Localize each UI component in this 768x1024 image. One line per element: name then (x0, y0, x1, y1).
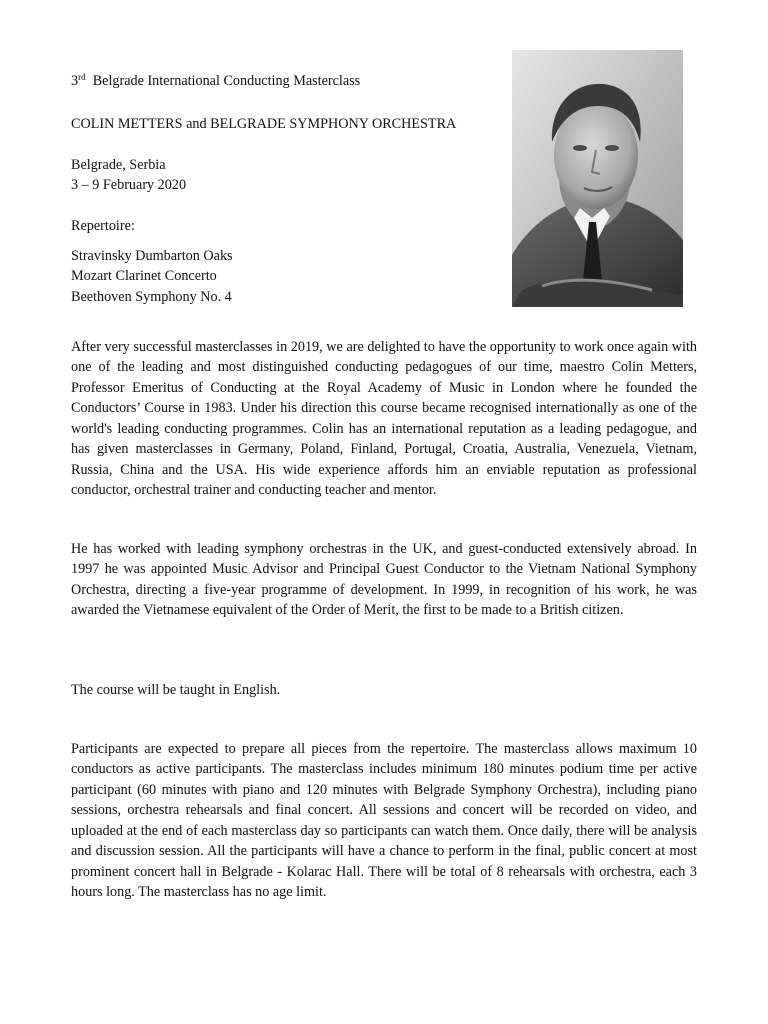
repertoire-item: Beethoven Symphony No. 4 (71, 289, 232, 305)
repertoire-heading: Repertoire: (71, 218, 135, 234)
masterclass-title (71, 71, 360, 91)
dates: 3 – 9 February 2020 (71, 177, 187, 193)
intro-paragraph: After very successful masterclasses in 2019, we are delighted to have the opportunity to work once again with one of the leading and most distinguished conducting pedagogues of our time, maestro Colin Metters, Professor Emeritus of Conducting at the Royal Academy of Music in London where he founded the Conductors’ Course in 1983. Under his direction this course became recognised internationally as one of the world's leading conducting programmes. Colin has an international reputation as a leading pedagogue, and has given masterclasses in Germany, Poland, Finland, Portugal, Croatia, Australia, Venezuela, Vietnam, Russia, China and the USA. His wide experience affords him an enviable reputation as professional conductor, orchestral trainer and conducting teacher and mentor. (71, 339, 697, 499)
participants-paragraph: Participants are expected to prepare all pieces from the repertoire. The masterclass allows maximum 10 conductors as active participants. The masterclass includes minimum 180 minutes podium time per active participant (60 minutes with piano and 120 minutes with Belgrade Symphony Orchestra), including piano sessions, orchestra rehearsals and final concert. All sessions and concert will be recorded on video, and uploaded at the end of each masterclass day so participants can watch them. Once daily, there will be analysis and discussion session. All the participants will have a chance to perform in the final, public concert at most prominent concert hall in Belgrade - Kolarac Hall. There will be total of 8 rehearsals with orchestra, each 3 hours long. The masterclass has no age limit. (71, 741, 697, 901)
edition-suffix: rd (78, 72, 86, 82)
portrait-photo (512, 50, 683, 307)
edition-number: 3 (71, 73, 79, 89)
career-paragraph: He has worked with leading symphony orchestras in the UK, and guest-conducted extensively abroad. In 1997 he was appointed Music Advisor and Principal Guest Conductor to the Vietnam National Symphony Orchestra, directing a five-year programme of development. In 1999, in recognition of his work, he was awarded the Vietnamese equivalent of the Order of Merit, the first to be made to a British citizen. (71, 541, 697, 619)
language-paragraph: The course will be taught in English. (71, 682, 281, 698)
location: Belgrade, Serbia (71, 157, 166, 173)
title-text: Belgrade International Conducting Masterclass (92, 73, 361, 89)
subtitle: COLIN METTERS and BELGRADE SYMPHONY ORCHESTRA (71, 116, 457, 132)
repertoire-item: Mozart Clarinet Concerto (71, 268, 217, 284)
repertoire-item: Stravinsky Dumbarton Oaks (71, 248, 233, 264)
